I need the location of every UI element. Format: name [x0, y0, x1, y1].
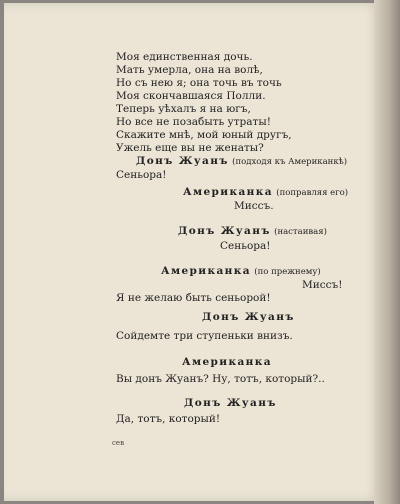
speaker-heading	[202, 311, 295, 324]
speaker-name: Американка	[183, 186, 273, 198]
speaker-name: Донъ Жуанъ	[184, 397, 277, 409]
poem-line: Моя единственная дочь.	[116, 51, 253, 63]
poem-line: Но все не позабыть утраты!	[116, 116, 271, 128]
stage-direction: (поправляя его)	[276, 188, 349, 198]
book-page	[4, 3, 380, 501]
poem-line: Ужель еще вы не женаты?	[116, 142, 264, 154]
stage-direction: (настаивая)	[274, 227, 327, 237]
speaker-heading	[183, 186, 348, 200]
poem-line: Теперь уѣхалъ я на югъ,	[116, 103, 251, 115]
speaker-heading	[178, 225, 327, 239]
poem-line: Моя скончавшаяся Полли.	[116, 90, 266, 102]
poem-line: Скажите мнѣ, мой юный другъ,	[116, 129, 292, 141]
page-text	[4, 3, 380, 501]
dialogue-line: Я не желаю быть сеньорой!	[116, 292, 271, 304]
speaker-heading	[161, 265, 321, 279]
poem-line: Мать умерла, она на волѣ,	[116, 64, 263, 76]
dialogue-line: Миссъ!	[302, 279, 343, 291]
speaker-heading	[182, 356, 272, 369]
speaker-name: Донъ Жуанъ	[202, 311, 295, 323]
speaker-heading	[184, 397, 277, 410]
poem-line: Но съ нею я; она точь въ точь	[116, 77, 282, 89]
book-spine-edge	[374, 0, 400, 504]
dialogue-line: Сеньора!	[116, 169, 167, 181]
dialogue-line: Миссъ.	[234, 200, 274, 212]
page-number: сев	[112, 439, 125, 447]
dialogue-line: Сойдемте три ступеньки внизъ.	[116, 330, 293, 342]
dialogue-line: Да, тотъ, который!	[116, 413, 221, 425]
speaker-heading	[136, 155, 347, 169]
dialogue-line: Сеньора!	[220, 240, 271, 252]
stage-direction: (по прежнему)	[254, 267, 321, 277]
speaker-name: Американка	[182, 356, 272, 368]
dialogue-line: Вы донъ Жуанъ? Ну, тотъ, который?..	[116, 373, 325, 385]
stage-direction: (подходя къ Американкѣ)	[232, 157, 348, 167]
speaker-name: Донъ Жуанъ	[136, 155, 229, 167]
speaker-name: Американка	[161, 265, 251, 277]
speaker-name: Донъ Жуанъ	[178, 225, 271, 237]
